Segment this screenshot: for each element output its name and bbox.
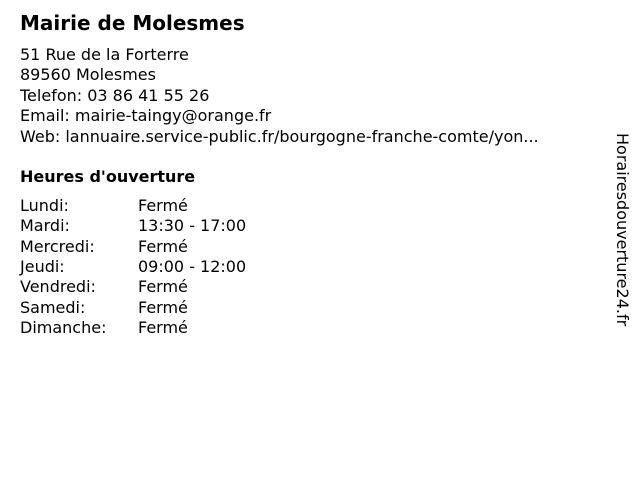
day-label: Dimanche:	[20, 317, 107, 337]
email-line: Email: mairie-taingy@orange.fr	[20, 106, 272, 126]
day-label: Jeudi:	[20, 256, 65, 276]
day-label: Vendredi:	[20, 277, 96, 297]
web-line: Web: lannuaire.service-public.fr/bourgogne-franche-comte/yon...	[20, 126, 539, 146]
hours-row-samedi	[20, 298, 610, 318]
hours-row-mercredi	[20, 237, 610, 257]
hours-value: 09:00 - 12:00	[138, 256, 247, 276]
postal-city: 89560 Molesmes	[20, 65, 156, 85]
hours-row-dimanche	[20, 318, 610, 338]
hours-row-vendredi	[20, 277, 610, 297]
site-watermark: Horairesdouverture24.fr	[613, 133, 632, 327]
hours-value: Fermé	[138, 317, 188, 337]
day-label: Lundi:	[20, 196, 69, 216]
hours-value: 13:30 - 17:00	[138, 216, 247, 236]
address-block	[20, 45, 610, 147]
business-card	[20, 10, 610, 338]
day-label: Samedi:	[20, 297, 86, 317]
day-label: Mercredi:	[20, 236, 95, 256]
page-title: Mairie de Molesmes	[20, 11, 245, 35]
hours-row-lundi	[20, 196, 610, 216]
street-address: 51 Rue de la Forterre	[20, 45, 189, 64]
phone-line: Telefon: 03 86 41 55 26	[20, 85, 210, 105]
day-label: Mardi:	[20, 216, 70, 236]
hours-value: Fermé	[138, 236, 188, 256]
hours-value: Fermé	[138, 277, 188, 297]
opening-hours-heading: Heures d'ouverture	[20, 167, 196, 187]
hours-value: Fermé	[138, 297, 188, 317]
hours-row-mardi	[20, 216, 610, 236]
opening-hours-table	[20, 196, 610, 338]
hours-row-jeudi	[20, 257, 610, 277]
hours-value: Fermé	[138, 196, 188, 216]
